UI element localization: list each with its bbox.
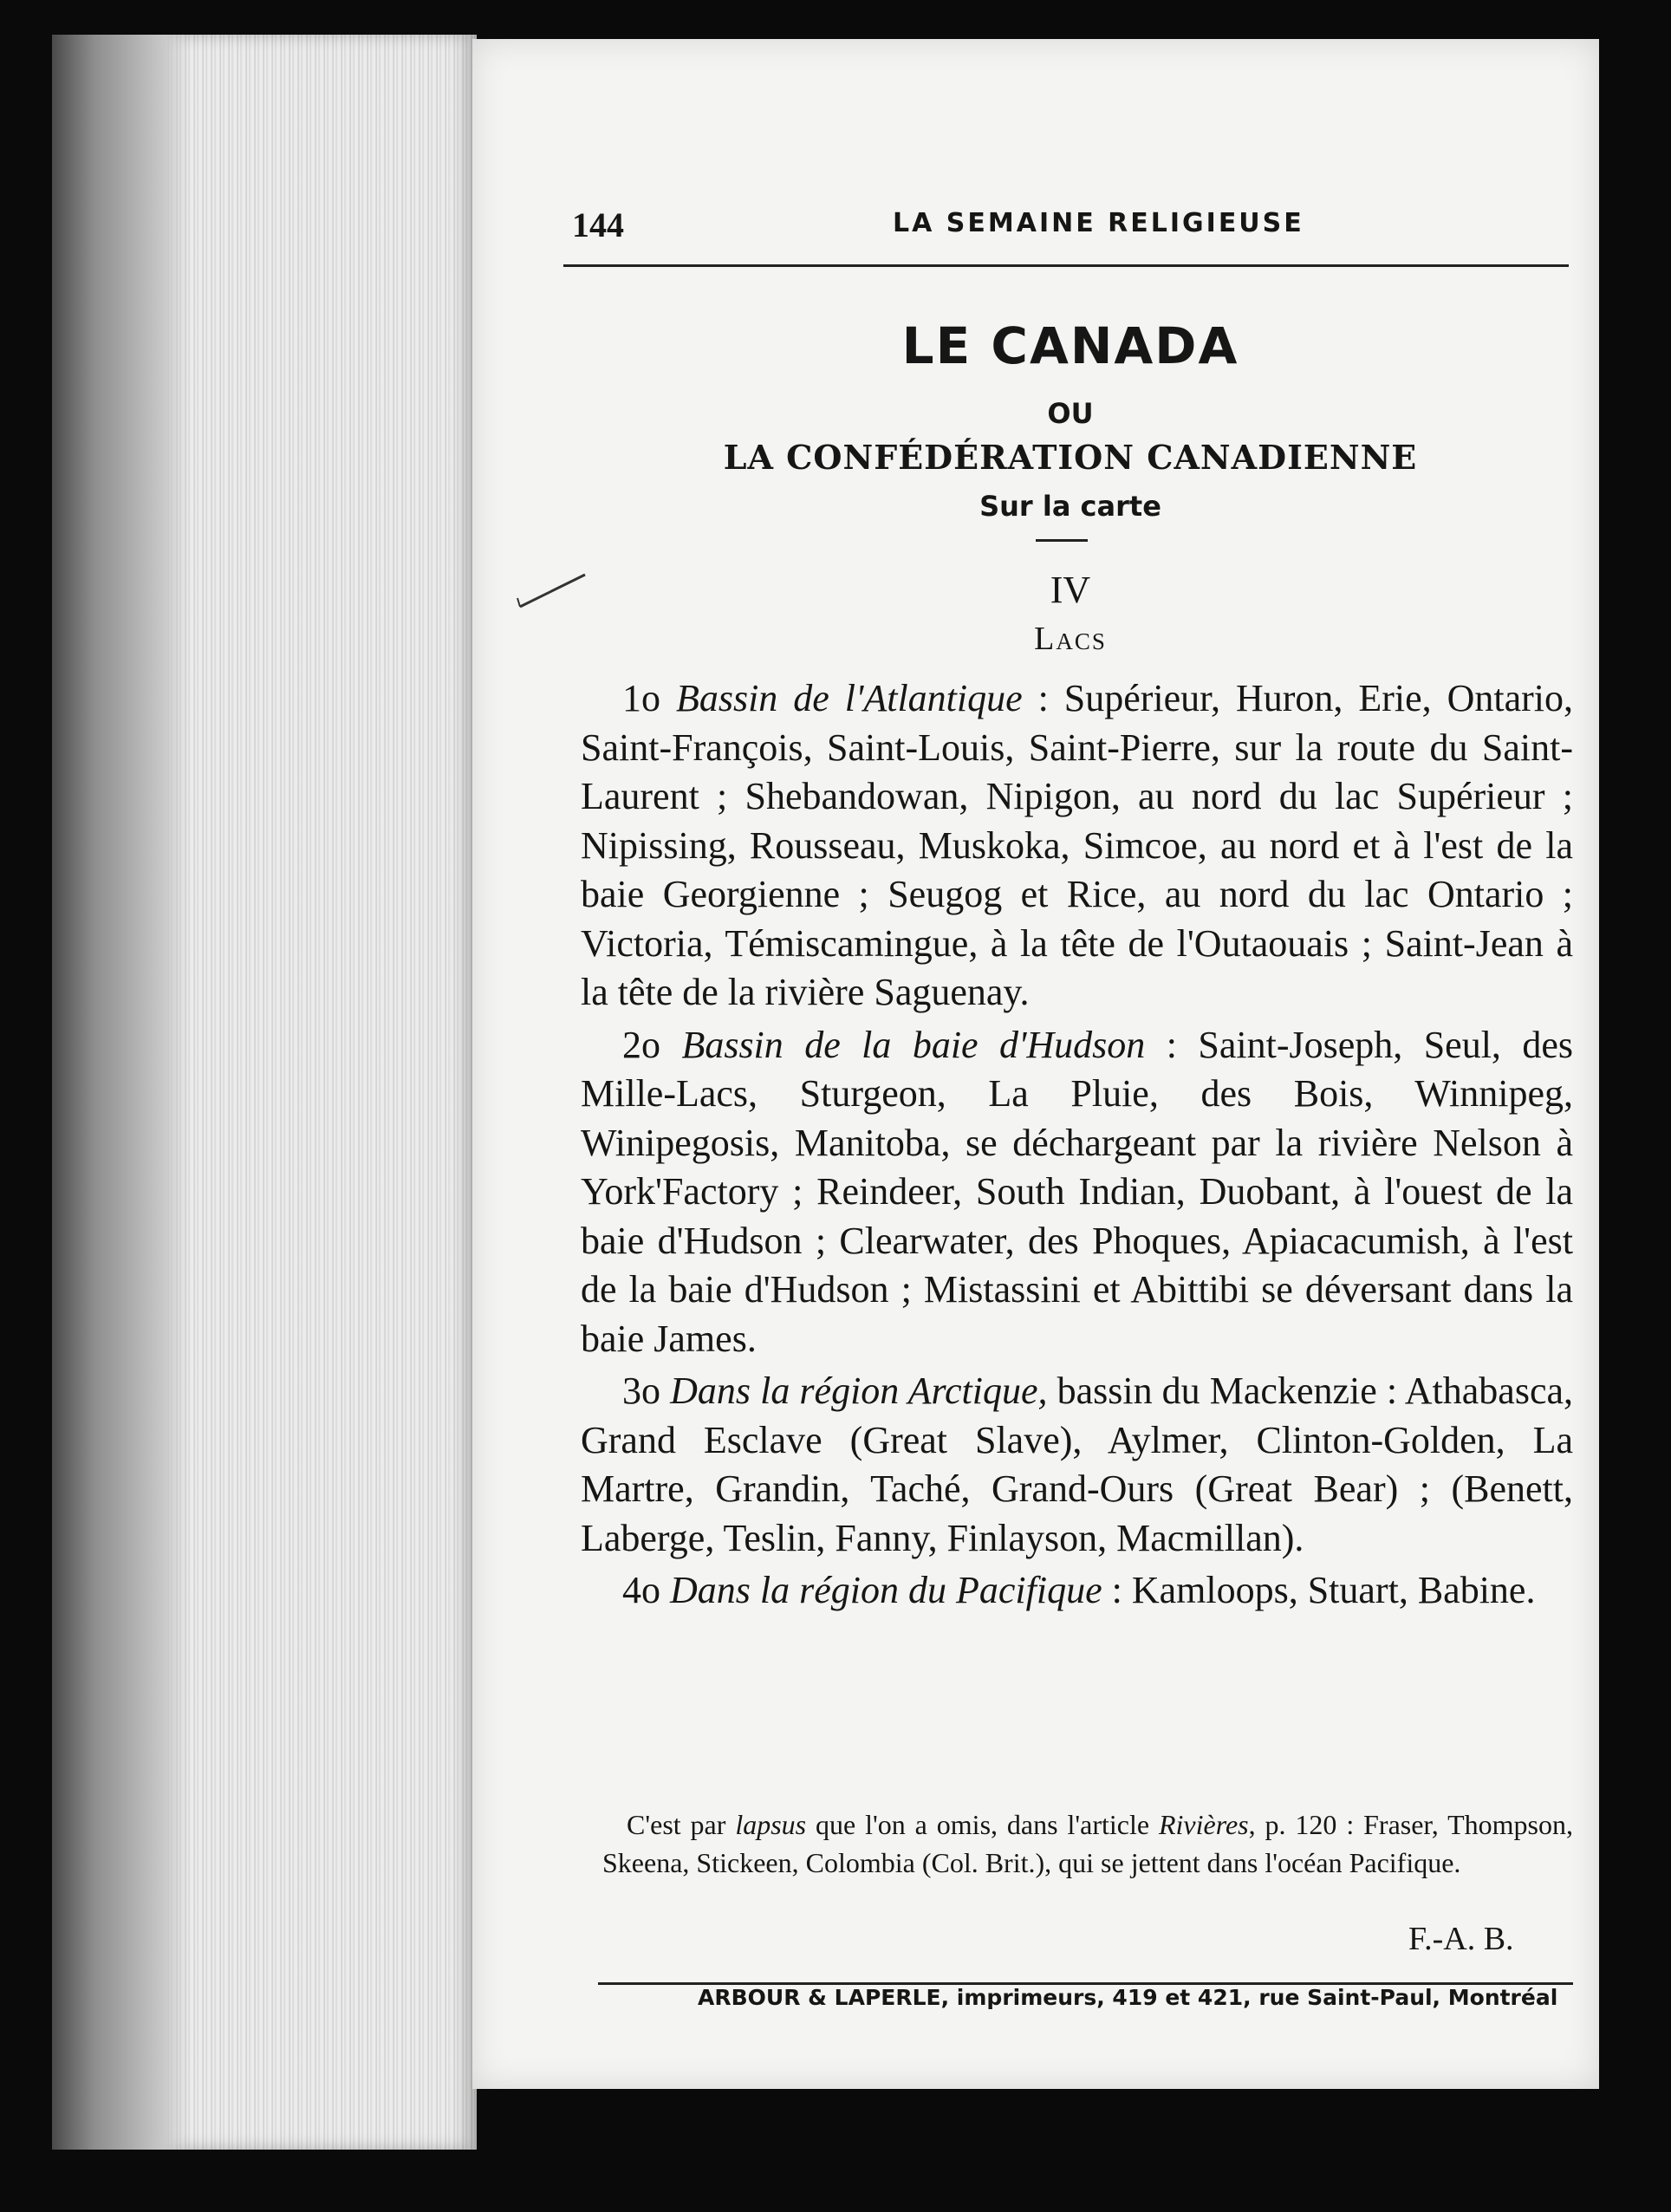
paragraph-lead: Bassin de la baie d'Hudson [681,1023,1146,1066]
paragraph-lead: Bassin de l'Atlantique [675,677,1023,719]
paragraph-number: 4o [622,1569,660,1611]
paragraph-number: 1o [622,677,660,719]
footnote-part: C'est par [627,1809,736,1840]
article-body [581,674,1573,1619]
title-conjunction: OU [1047,397,1094,430]
short-rule [1036,539,1088,542]
article-subtitle: LA CONFÉDÉRATION CANADIENNE [723,438,1418,477]
article-title: LE CANADA [901,316,1239,375]
paragraph-text: : Kamloops, Stuart, Babine. [1102,1569,1536,1611]
paragraph [581,1566,1573,1616]
book-spine-shadow [52,35,191,2150]
paragraph-text: bassin du Mackenzie : Athabasca, Grand Esclave (Great Slave), Aylmer, Clinton-Golden, La Martre, Grandin, Taché, Grand-Ours (Great Bear) ; (Benett, Laberge, Teslin, Fanny, Finlayson, Macmillan). [581,1369,1574,1559]
paragraph-lead: Dans la région du Pacifique [670,1569,1102,1611]
printer-imprint: ARBOUR & LAPERLE, imprimeurs, 419 et 421, rue Saint-Paul, Montréal [698,1985,1558,2010]
paragraph-text: : Supérieur, Huron, Erie, Ontario, Saint-François, Saint-Louis, Saint-Pierre, sur la route du Saint-Laurent ; Shebandowan, Nipigon, au nord du lac Supérieur ; Nipissing, Rousseau, Muskoka, Simcoe, au nord et à l'est de la baie Georgienne ; Seugog et Rice, au nord du lac Ontario ; Victoria, Témiscamingue, à la tête de l'Outaouais ; Saint-Jean à la tête de la rivière Saguenay. [581,677,1574,1013]
article-subheading: Sur la carte [979,490,1161,523]
paragraph-lead: Dans la région Arctique, [670,1369,1048,1412]
paragraph-text: : Saint-Joseph, Seul, des Mille-Lacs, Sturgeon, La Pluie, des Bois, Winnipeg, Winipegosis, Manitoba, se déchargeant par la rivière Nelson à York'Factory ; Reindeer, South Indian, Duobant, à l'ouest de la baie d'Hudson ; Clearwater, des Phoques, Apiacacumish, à l'est de la baie d'Hudson ; Mistassini et Abittibi se déversant dans la baie James. [581,1023,1573,1360]
section-number: IV [1050,569,1091,611]
footnote-part: , p. 120 : Fraser, Thompson, Skeena, Stickeen, Colombia (Col. Brit.), qui se jettent dans l'océan Pacifique. [602,1809,1574,1878]
footnote-italic: lapsus [735,1809,807,1840]
footnote [602,1805,1573,1882]
author-signature: F.-A. B. [1408,1921,1514,1957]
paragraph-number: 2o [622,1023,660,1066]
section-title: Lacs [1034,621,1107,657]
running-head: LA SEMAINE RELIGIEUSE [893,208,1304,238]
page-number: 144 [572,205,624,244]
paragraph [581,1367,1573,1563]
paragraph [581,674,1573,1018]
paragraph-number: 3o [622,1369,660,1412]
footnote-part: que l'on a omis, dans l'article [806,1809,1159,1840]
header-rule [563,264,1569,267]
paragraph [581,1021,1573,1364]
footnote-text [602,1805,1573,1882]
footnote-italic: Rivières [1158,1809,1249,1840]
